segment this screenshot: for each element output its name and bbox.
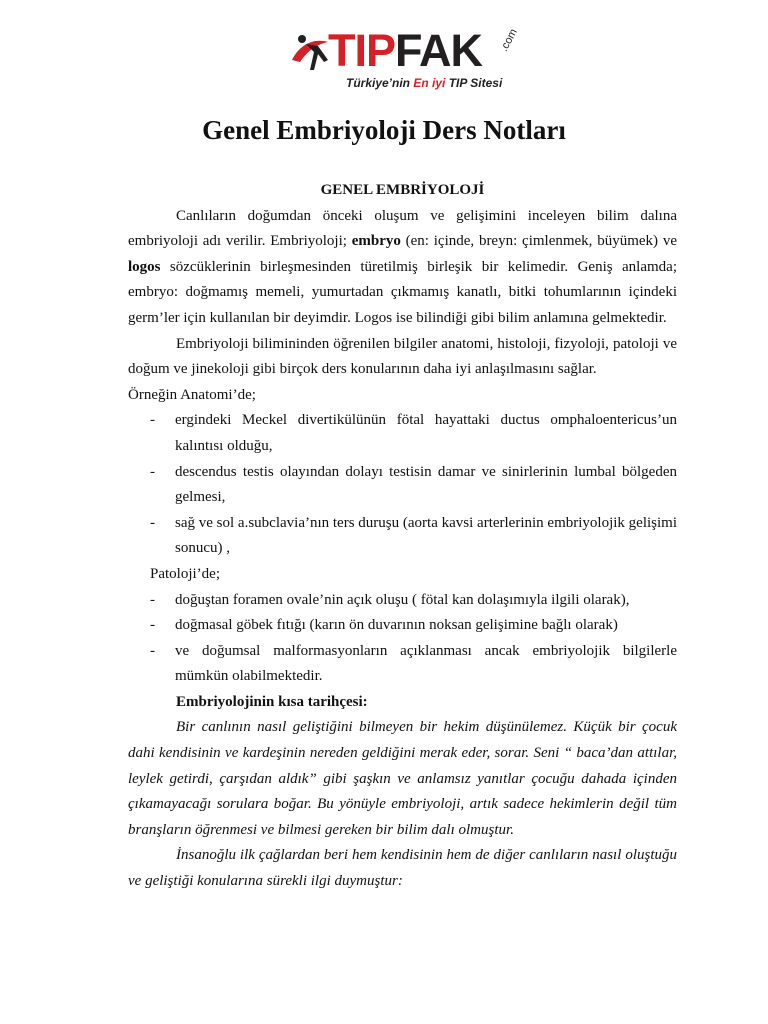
logo-word-fak: FAK (395, 25, 483, 76)
dash-marker: - (150, 591, 155, 608)
list-item-text: descendus testis olayından dolayı testisin damar ve sinirlerinin lumbal bölgeden gelmesi, (175, 463, 677, 506)
anatomy-list (128, 408, 677, 562)
history-paragraph: Bir canlının nasıl geliştiğini bilmeyen bir hekim düşünülemez. Küçük bir çocuk dahi kendisinin ve kardeşinin nereden geldiğini merak eder, sorar. Seni “ baca’dan attılar, leylek getirdi, çarşıdan aldık” gibi şaşkın ve anlamsız yanıtlar çocuğu dahada içinden çıkamayacağı sorulara boğar. Bu yönüyle embriyoloji, artık sadece hekimlerin değil tüm branşların öğrenmesi ve bilmesi gereken bir bilim dalı olmuştur. (128, 719, 677, 838)
tagline-part: TIP Sitesi (445, 76, 503, 90)
history-paragraph-2: İnsanoğlu ilk çağlardan beri hem kendisinin hem de diğer canlıların nasıl oluştuğu ve geliştiği konularına sürekli ilgi duymuştur: (128, 847, 677, 890)
applications-paragraph: Embriyoloji bilimininden öğrenilen bilgiler anatomi, histoloji, fizyoloji, patoloji ve doğum ve jinekoloji gibi birçok ders konularının daha iyi anlaşılmasını sağlar. (128, 335, 677, 378)
document-body (128, 178, 677, 895)
logo-word-tip: TIP (328, 25, 396, 76)
dash-marker: - (150, 463, 155, 480)
text-run: Canlıların doğumdan önceki oluşum ve gelişimini inceleyen bilim dalına embriyoloji adı verilir. Embriyoloji; (128, 207, 677, 250)
dash-marker: - (150, 412, 155, 429)
list-item-text: doğmasal göbek fıtığı (karın ön duvarının noksan gelişimine bağlı olarak) (175, 617, 618, 634)
dash-marker: - (150, 514, 155, 531)
list-item (128, 460, 677, 511)
dash-marker: - (150, 642, 155, 659)
list-item-text: ve doğumsal malformasyonların açıklanması ancak embriyolojik bilgilerle mümkün olabilmektedir. (175, 642, 677, 685)
anatomy-label: Örneğin Anatomi’de; (128, 386, 256, 403)
text-run: sözcüklerinin birleşmesinden türetilmiş birleşik bir kelimedir. Geniş anlamda; embryo: doğmamış memeli, yumurtadan çıkmamış kanatlı, bitki tohumlarının içindeki germ’ler için kullanılan bir deyimdir. Logos ise bilindiği gibi bilim anlamına gelmektedir. (128, 258, 677, 326)
pathology-list (128, 588, 677, 690)
logo-tagline (346, 76, 502, 90)
list-item (128, 408, 677, 459)
text-run: (en: içinde, breyn: çimlenmek, büyümek) ve (400, 233, 677, 250)
list-item (128, 588, 677, 614)
pathology-label: Patoloji’de; (150, 565, 220, 582)
term-embryo: embryo (351, 233, 401, 250)
term-logos: logos (128, 258, 161, 275)
logo-wordmark (328, 25, 483, 76)
intro-paragraph (128, 204, 677, 332)
list-item-text: doğuştan foramen ovale’nin açık oluşu ( fötal kan dolaşımıyla ilgili olarak), (175, 591, 630, 608)
document-title: Genel Embriyoloji Ders Notları (202, 115, 566, 145)
list-item (128, 511, 677, 562)
dash-marker: - (150, 617, 155, 634)
history-heading: Embriyolojinin kısa tarihçesi: (176, 693, 368, 710)
logo-domain: .com (498, 26, 520, 54)
list-item (128, 639, 677, 690)
section-heading: GENEL EMBRİYOLOJİ (320, 182, 485, 198)
list-item (128, 613, 677, 639)
list-item-text: sağ ve sol a.subclavia’nın ters duruşu (aorta kavsi arterlerinin embriyolojik gelişimi sonucu) , (175, 514, 677, 557)
tagline-highlight: En iyi (413, 76, 446, 90)
list-item-text: ergindeki Meckel divertikülünün fötal hayattaki ductus omphaloentericus’un kalıntısı olduğu, (175, 412, 677, 454)
tipfak-logo[interactable] (288, 26, 528, 96)
tagline-part: Türkiye’nin (346, 76, 414, 90)
